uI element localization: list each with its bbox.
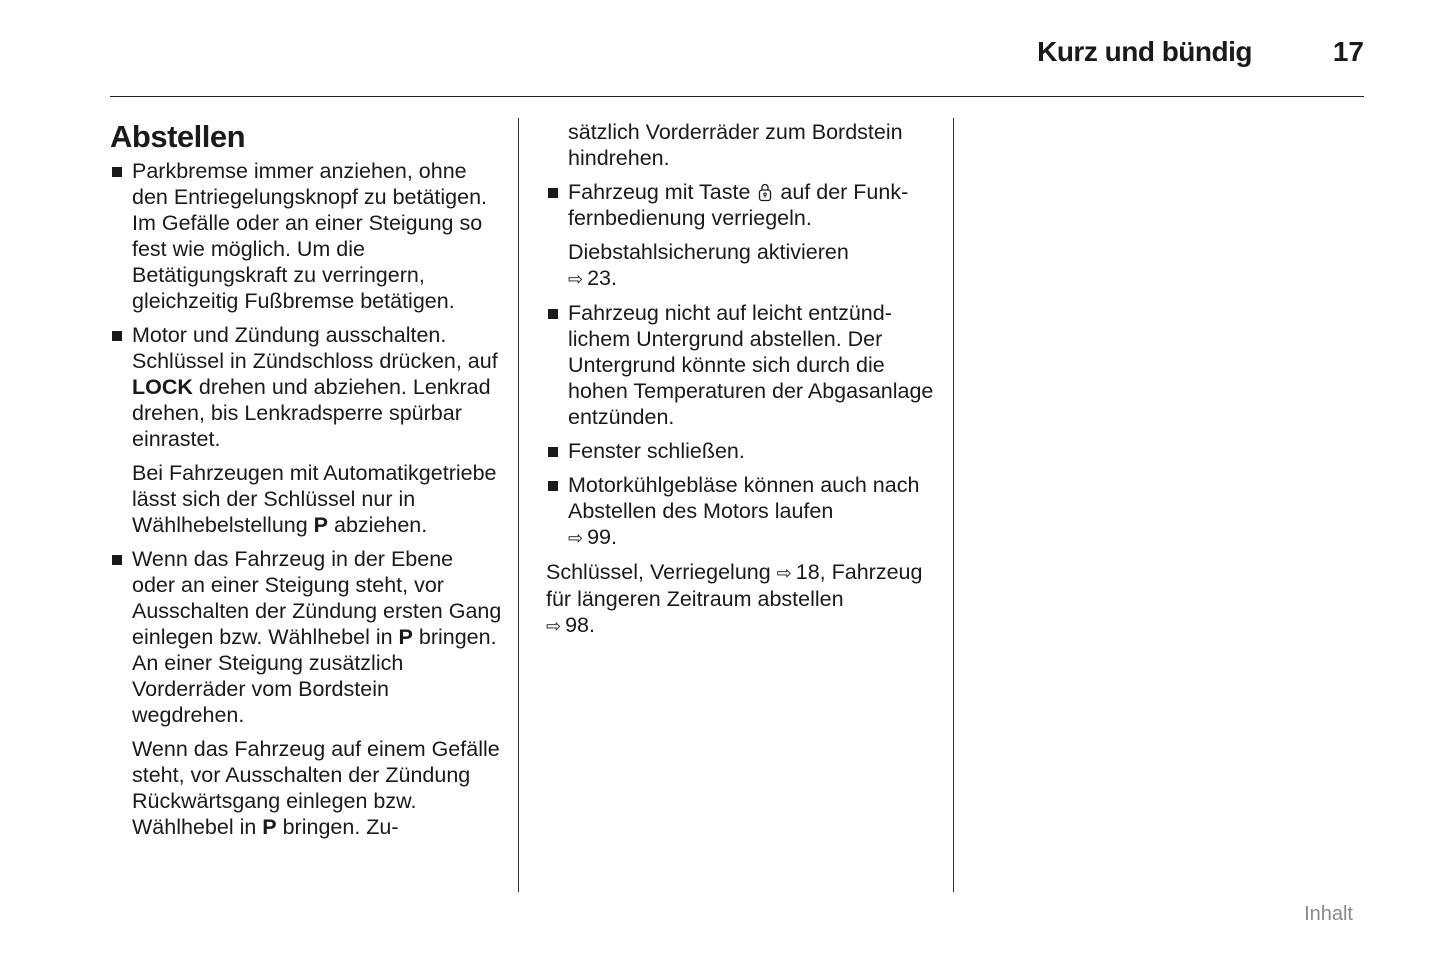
header-title: Kurz und bündig bbox=[1037, 36, 1252, 67]
list-item bbox=[546, 438, 938, 464]
bullet-list-left bbox=[110, 158, 502, 452]
paragraph bbox=[546, 239, 938, 292]
reference-arrow-icon: ⇨ bbox=[546, 616, 562, 636]
reference-arrow-icon: ⇨ bbox=[568, 269, 584, 289]
list-item-text: Wenn das Fahrzeug in der Ebene oder an einer Steigung steht, vor Ausschalten der Zündung ersten Gang einlegen bzw. Wählhebel in bbox=[132, 547, 502, 649]
paragraph-text: abziehen. bbox=[328, 513, 428, 537]
square-bullet-icon bbox=[548, 447, 558, 457]
continued-paragraph: sätzlich Vorderräder zum Bordstein hindrehen. bbox=[568, 120, 903, 170]
reference-arrow-icon: ⇨ bbox=[776, 563, 792, 583]
square-bullet-icon bbox=[548, 481, 558, 491]
contents-link[interactable]: Inhalt bbox=[1304, 903, 1353, 925]
column-divider-right bbox=[953, 118, 954, 892]
square-bullet-icon bbox=[548, 188, 558, 198]
lock-label: LOCK bbox=[132, 375, 193, 399]
list-item bbox=[546, 300, 938, 430]
list-item-text: Fahrzeug mit Taste bbox=[568, 180, 757, 204]
square-bullet-icon bbox=[112, 331, 122, 341]
bullet-list-left-2 bbox=[110, 546, 502, 728]
page-reference-link[interactable]: 98. bbox=[565, 613, 595, 637]
page-number: 17 bbox=[1332, 36, 1364, 67]
list-item-text: Fahrzeug nicht auf leicht entzündlichem Untergrund abstellen. Der Untergrund könnte sich durch die hohen Temperaturen der Abgasanlage entzünden. bbox=[568, 301, 934, 429]
bullet-list-middle-2 bbox=[546, 300, 938, 551]
page-reference-link[interactable]: 18, Fahrzeug für längeren Zeitraum abstellen bbox=[546, 560, 923, 611]
section-title: Abstellen bbox=[110, 119, 246, 154]
square-bullet-icon bbox=[112, 555, 122, 565]
list-item bbox=[110, 546, 502, 728]
column-left bbox=[110, 118, 502, 848]
square-bullet-icon bbox=[112, 167, 122, 177]
gear-position-label: P bbox=[262, 815, 277, 839]
page-reference-link[interactable]: 23. bbox=[587, 266, 617, 290]
paragraph-text: Wenn das Fahrzeug auf einem Gefälle steht, vor Ausschalten der Zündung Rückwärtsgang einlegen bzw. Wählhebel in bbox=[132, 737, 500, 839]
paragraph bbox=[110, 736, 502, 840]
list-item-text: Parkbremse immer anziehen, ohne den Entriegelungsknopf zu betätigen. Im Gefälle oder an einer Steigung so fest wie möglich. Um die Betätigungskraft zu verringern, gleichzeitig Fußbremse betätigen. bbox=[132, 159, 488, 313]
gear-position-label: P bbox=[398, 625, 413, 649]
list-item-text: Fenster schließen. bbox=[568, 439, 745, 463]
paragraph-text: Schlüssel, Verriegelung bbox=[546, 560, 777, 584]
square-bullet-icon bbox=[548, 309, 558, 319]
paragraph bbox=[110, 460, 502, 538]
page-header bbox=[110, 30, 1364, 97]
page-reference-link[interactable]: 99. bbox=[587, 525, 617, 549]
paragraph-text: bringen. Zu- bbox=[276, 815, 399, 839]
cross-reference-paragraph bbox=[546, 559, 938, 639]
list-item bbox=[110, 158, 502, 314]
list-item bbox=[546, 179, 938, 231]
paragraph-text: Diebstahlsicherung aktivieren bbox=[568, 240, 849, 264]
list-item-text: bringen. An einer Steigung zusätzlich Vorderräder vom Bordstein wegdrehen. bbox=[132, 625, 497, 727]
list-item-text: Motor und Zündung ausschalten. Schlüssel in Zündschloss drücken, auf bbox=[132, 323, 498, 373]
column-divider-left bbox=[518, 118, 519, 892]
list-item bbox=[546, 472, 938, 551]
lock-button-icon bbox=[758, 182, 772, 202]
list-item bbox=[110, 322, 502, 452]
list-item-text: Motorkühlgebläse können auch nach Abstellen des Motors laufen bbox=[568, 473, 920, 523]
paragraph-text: Bei Fahrzeugen mit Automatikgetriebe lässt sich der Schlüssel nur in Wählhebelstellung bbox=[132, 461, 497, 537]
bullet-list-middle bbox=[546, 179, 938, 231]
column-middle bbox=[546, 119, 938, 639]
gear-position-label: P bbox=[313, 513, 329, 537]
list-item-text: drehen und abziehen. Lenkrad drehen, bis Lenkradsperre spürbar einrastet. bbox=[132, 375, 491, 451]
reference-arrow-icon: ⇨ bbox=[568, 528, 584, 548]
list-item-text: auf der Funkfernbedienung verriegeln. bbox=[568, 180, 909, 230]
